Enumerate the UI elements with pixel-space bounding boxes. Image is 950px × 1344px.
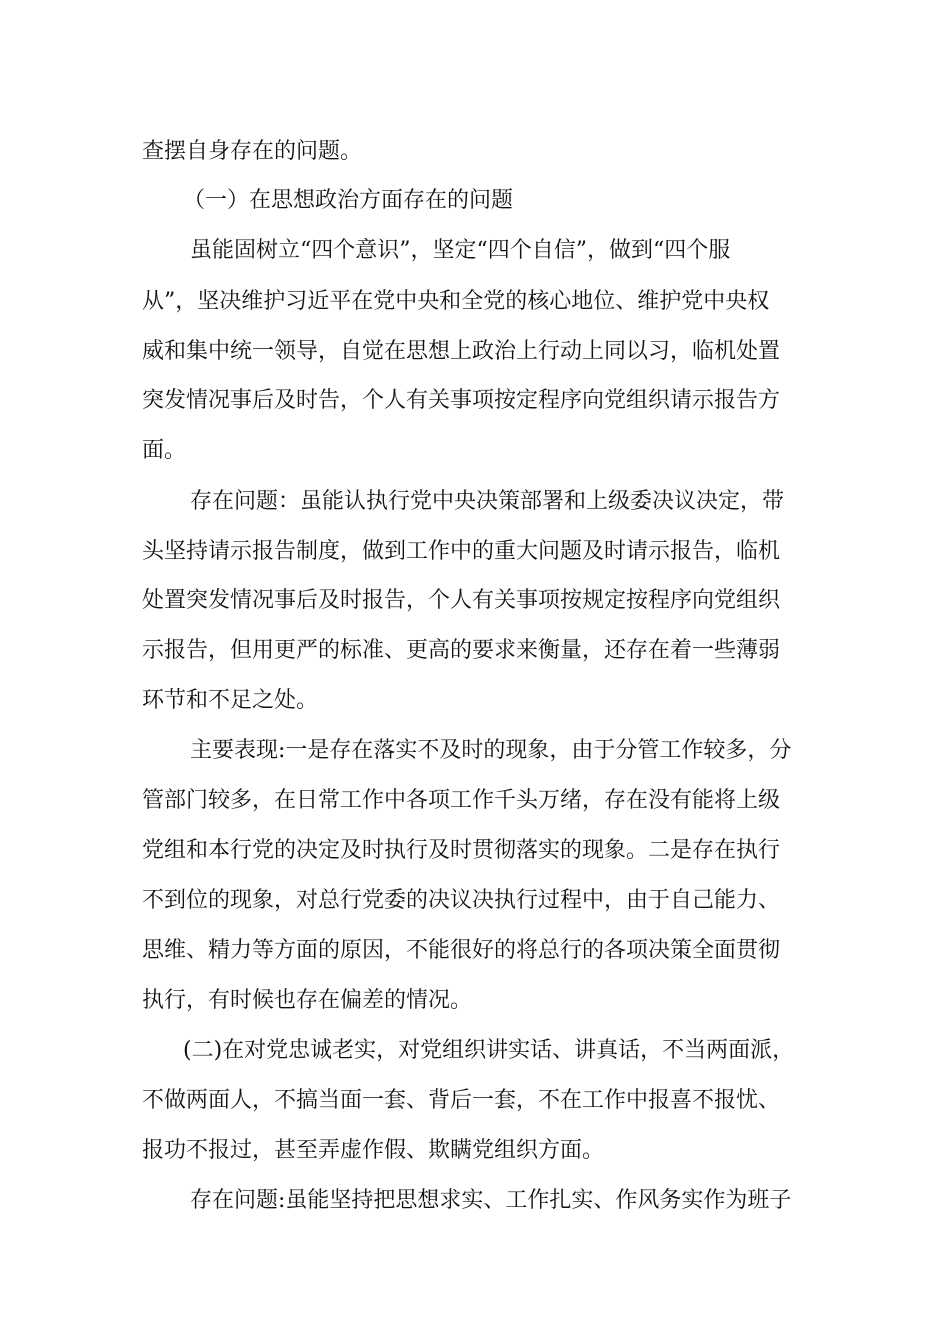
text-line: 主要表现:一是存在落实不及时的现象，由于分管工作较多，分 <box>190 738 792 763</box>
text-line: 党组和本行党的决定及时执行及时贯彻落实的现象。二是存在执行 <box>142 838 781 863</box>
text-line: 报功不报过，甚至弄虚作假、欺瞒党组织方面。 <box>142 1138 605 1163</box>
text-line: 查摆自身存在的问题。 <box>142 139 363 164</box>
text-line: 不做两面人，不搞当面一套、背后一套，不在工作中报喜不报忧、 <box>142 1088 781 1113</box>
text-line: 突发情况事后及时告，个人有关事项按定程序向党组织请示报告方 <box>142 388 781 413</box>
text-line: 处置突发情况事后及时报告，个人有关事项按规定按程序向党组织 <box>142 588 781 613</box>
text-line: 面。 <box>142 438 187 463</box>
text-line: 存在问题:虽能坚持把思想求实、工作扎实、作风务实作为班子 <box>190 1188 792 1213</box>
text-line: 从”，坚决维护习近平在党中央和全党的核心地位、维护党中央权 <box>142 289 770 314</box>
text-line: 环节和不足之处。 <box>142 688 319 713</box>
text-line: 示报告，但用更严的标准、更高的要求来衡量，还存在着一些薄弱 <box>142 638 781 663</box>
text-line: 管部门较多，在日常工作中各项工作千头万绪，存在没有能将上级 <box>142 788 781 813</box>
text-line: 存在问题：虽能认执行党中央决策部署和上级委决议决定，带 <box>190 489 785 514</box>
text-line: 思维、精力等方面的原因，不能很好的将总行的各项决策全面贯彻 <box>142 938 781 963</box>
section-heading: (二)在对党忠诚老实，对党组织讲实话、讲真话，不当两面派， <box>183 1038 795 1063</box>
text-line: 头坚持请示报告制度，做到工作中的重大问题及时请示报告，临机 <box>142 539 781 564</box>
text-line: 威和集中统一领导，自觉在思想上政治上行动上同以习，临机处置 <box>142 339 781 364</box>
section-heading: （一）在思想政治方面存在的问题 <box>183 188 514 213</box>
text-line: 虽能固树立“四个意识”，坚定“四个自信”，做到“四个服 <box>190 238 731 263</box>
text-line: 执行，有时候也存在偏差的情况。 <box>142 988 473 1013</box>
text-line: 不到位的现象，对总行党委的决议决执行过程中，由于自己能力、 <box>142 888 781 913</box>
